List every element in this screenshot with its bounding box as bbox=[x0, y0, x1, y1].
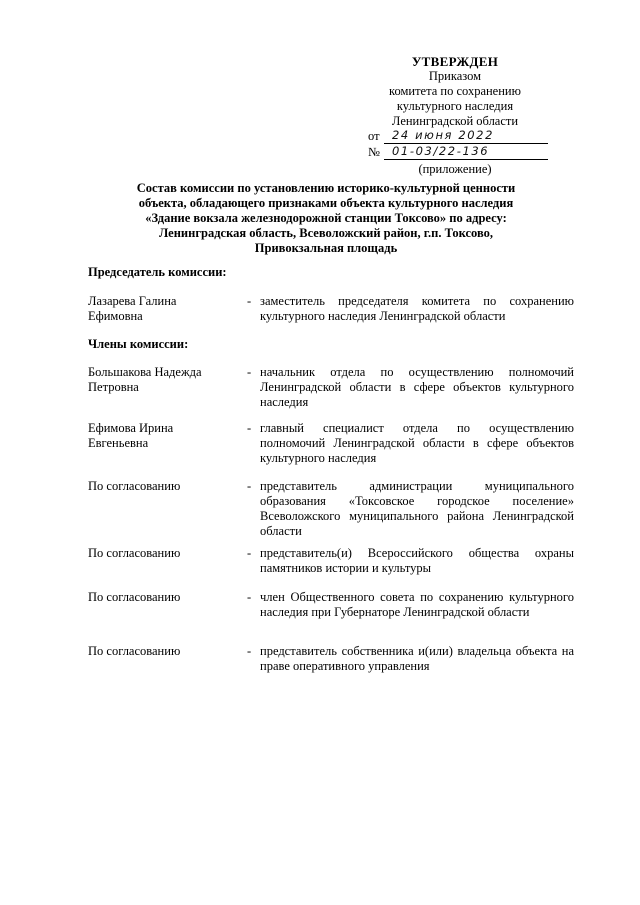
member-name-line: Большакова Надежда bbox=[88, 365, 202, 379]
member-dash: - bbox=[247, 479, 252, 493]
member-name-line: Евгеньевна bbox=[88, 436, 149, 450]
member-role: член Общественного совета по сохранению культурного наследия при Губернаторе Ленинградской области bbox=[260, 590, 574, 619]
title-line: объекта, обладающего признаками объекта культурного наследия bbox=[138, 196, 514, 210]
member-name bbox=[88, 644, 238, 659]
member-name-line: По согласованию bbox=[88, 546, 181, 560]
member-name-line: Ефимова Ирина bbox=[88, 421, 174, 435]
member-name-line: По согласованию bbox=[88, 644, 181, 658]
handwritten-date: 24 июня 2022 bbox=[392, 128, 495, 142]
member-name-line: По согласованию bbox=[88, 479, 181, 493]
number-underline bbox=[384, 159, 548, 160]
title-line: Состав комиссии по установлению историко-культурной ценности bbox=[136, 181, 516, 195]
approval-block bbox=[360, 54, 550, 177]
member-dash: - bbox=[247, 421, 252, 435]
member-dash: - bbox=[247, 590, 252, 604]
member-role: представитель(и) Всероссийского общества охраны памятников истории и культуры bbox=[260, 546, 574, 575]
document-title bbox=[92, 181, 560, 256]
approval-line: Ленинградской области bbox=[391, 114, 519, 128]
member-dash: - bbox=[247, 294, 252, 308]
member-name bbox=[88, 546, 238, 561]
approval-title: УТВЕРЖДЕН bbox=[411, 54, 499, 69]
member-role: заместитель председателя комитета по сохранению культурного наследия Ленинградской области bbox=[260, 294, 574, 323]
member-dash: - bbox=[247, 365, 252, 379]
date-prefix: от bbox=[368, 129, 380, 143]
title-line: Ленинградская область, Всеволожский район, г.п. Токсово, bbox=[158, 226, 494, 240]
member-role: представитель администрации муниципального образования «Токсовское городское поселение» Всеволожского муниципального района Ленинградской области bbox=[260, 479, 574, 538]
handwritten-number: 01-03/22-136 bbox=[392, 144, 490, 158]
approval-line: культурного наследия bbox=[396, 99, 514, 113]
number-prefix: № bbox=[368, 145, 380, 159]
title-line: Привокзальная площадь bbox=[254, 241, 398, 255]
member-dash: - bbox=[247, 546, 252, 560]
member-name bbox=[88, 590, 238, 605]
member-name-line: По согласованию bbox=[88, 590, 181, 604]
member-role: представитель собственника и(или) владельца объекта на праве оперативного управления bbox=[260, 644, 574, 673]
member-name bbox=[88, 365, 238, 395]
member-name-line: Петровна bbox=[88, 380, 139, 394]
title-line: «Здание вокзала железнодорожной станции Токсово» по адресу: bbox=[145, 211, 507, 225]
approval-line: Приказом bbox=[428, 69, 482, 83]
member-name-line: Ефимовна bbox=[88, 309, 143, 323]
approval-date-line bbox=[360, 129, 550, 145]
member-dash: - bbox=[247, 644, 252, 658]
member-name bbox=[88, 479, 238, 494]
member-name-line: Лазарева Галина bbox=[88, 294, 177, 308]
members-heading: Члены комиссии: bbox=[88, 337, 189, 351]
appendix-note: (приложение) bbox=[418, 162, 492, 176]
chair-heading: Председатель комиссии: bbox=[88, 265, 227, 279]
approval-line: комитета по сохранению bbox=[389, 84, 521, 98]
member-role: главный специалист отдела по осуществлению полномочий Ленинградской области в сфере объектов культурного наследия bbox=[260, 421, 574, 465]
approval-number-line bbox=[360, 145, 550, 161]
member-name bbox=[88, 294, 238, 324]
member-role: начальник отдела по осуществлению полномочий Ленинградской области в сфере объектов культурного наследия bbox=[260, 365, 574, 409]
member-name bbox=[88, 421, 238, 451]
